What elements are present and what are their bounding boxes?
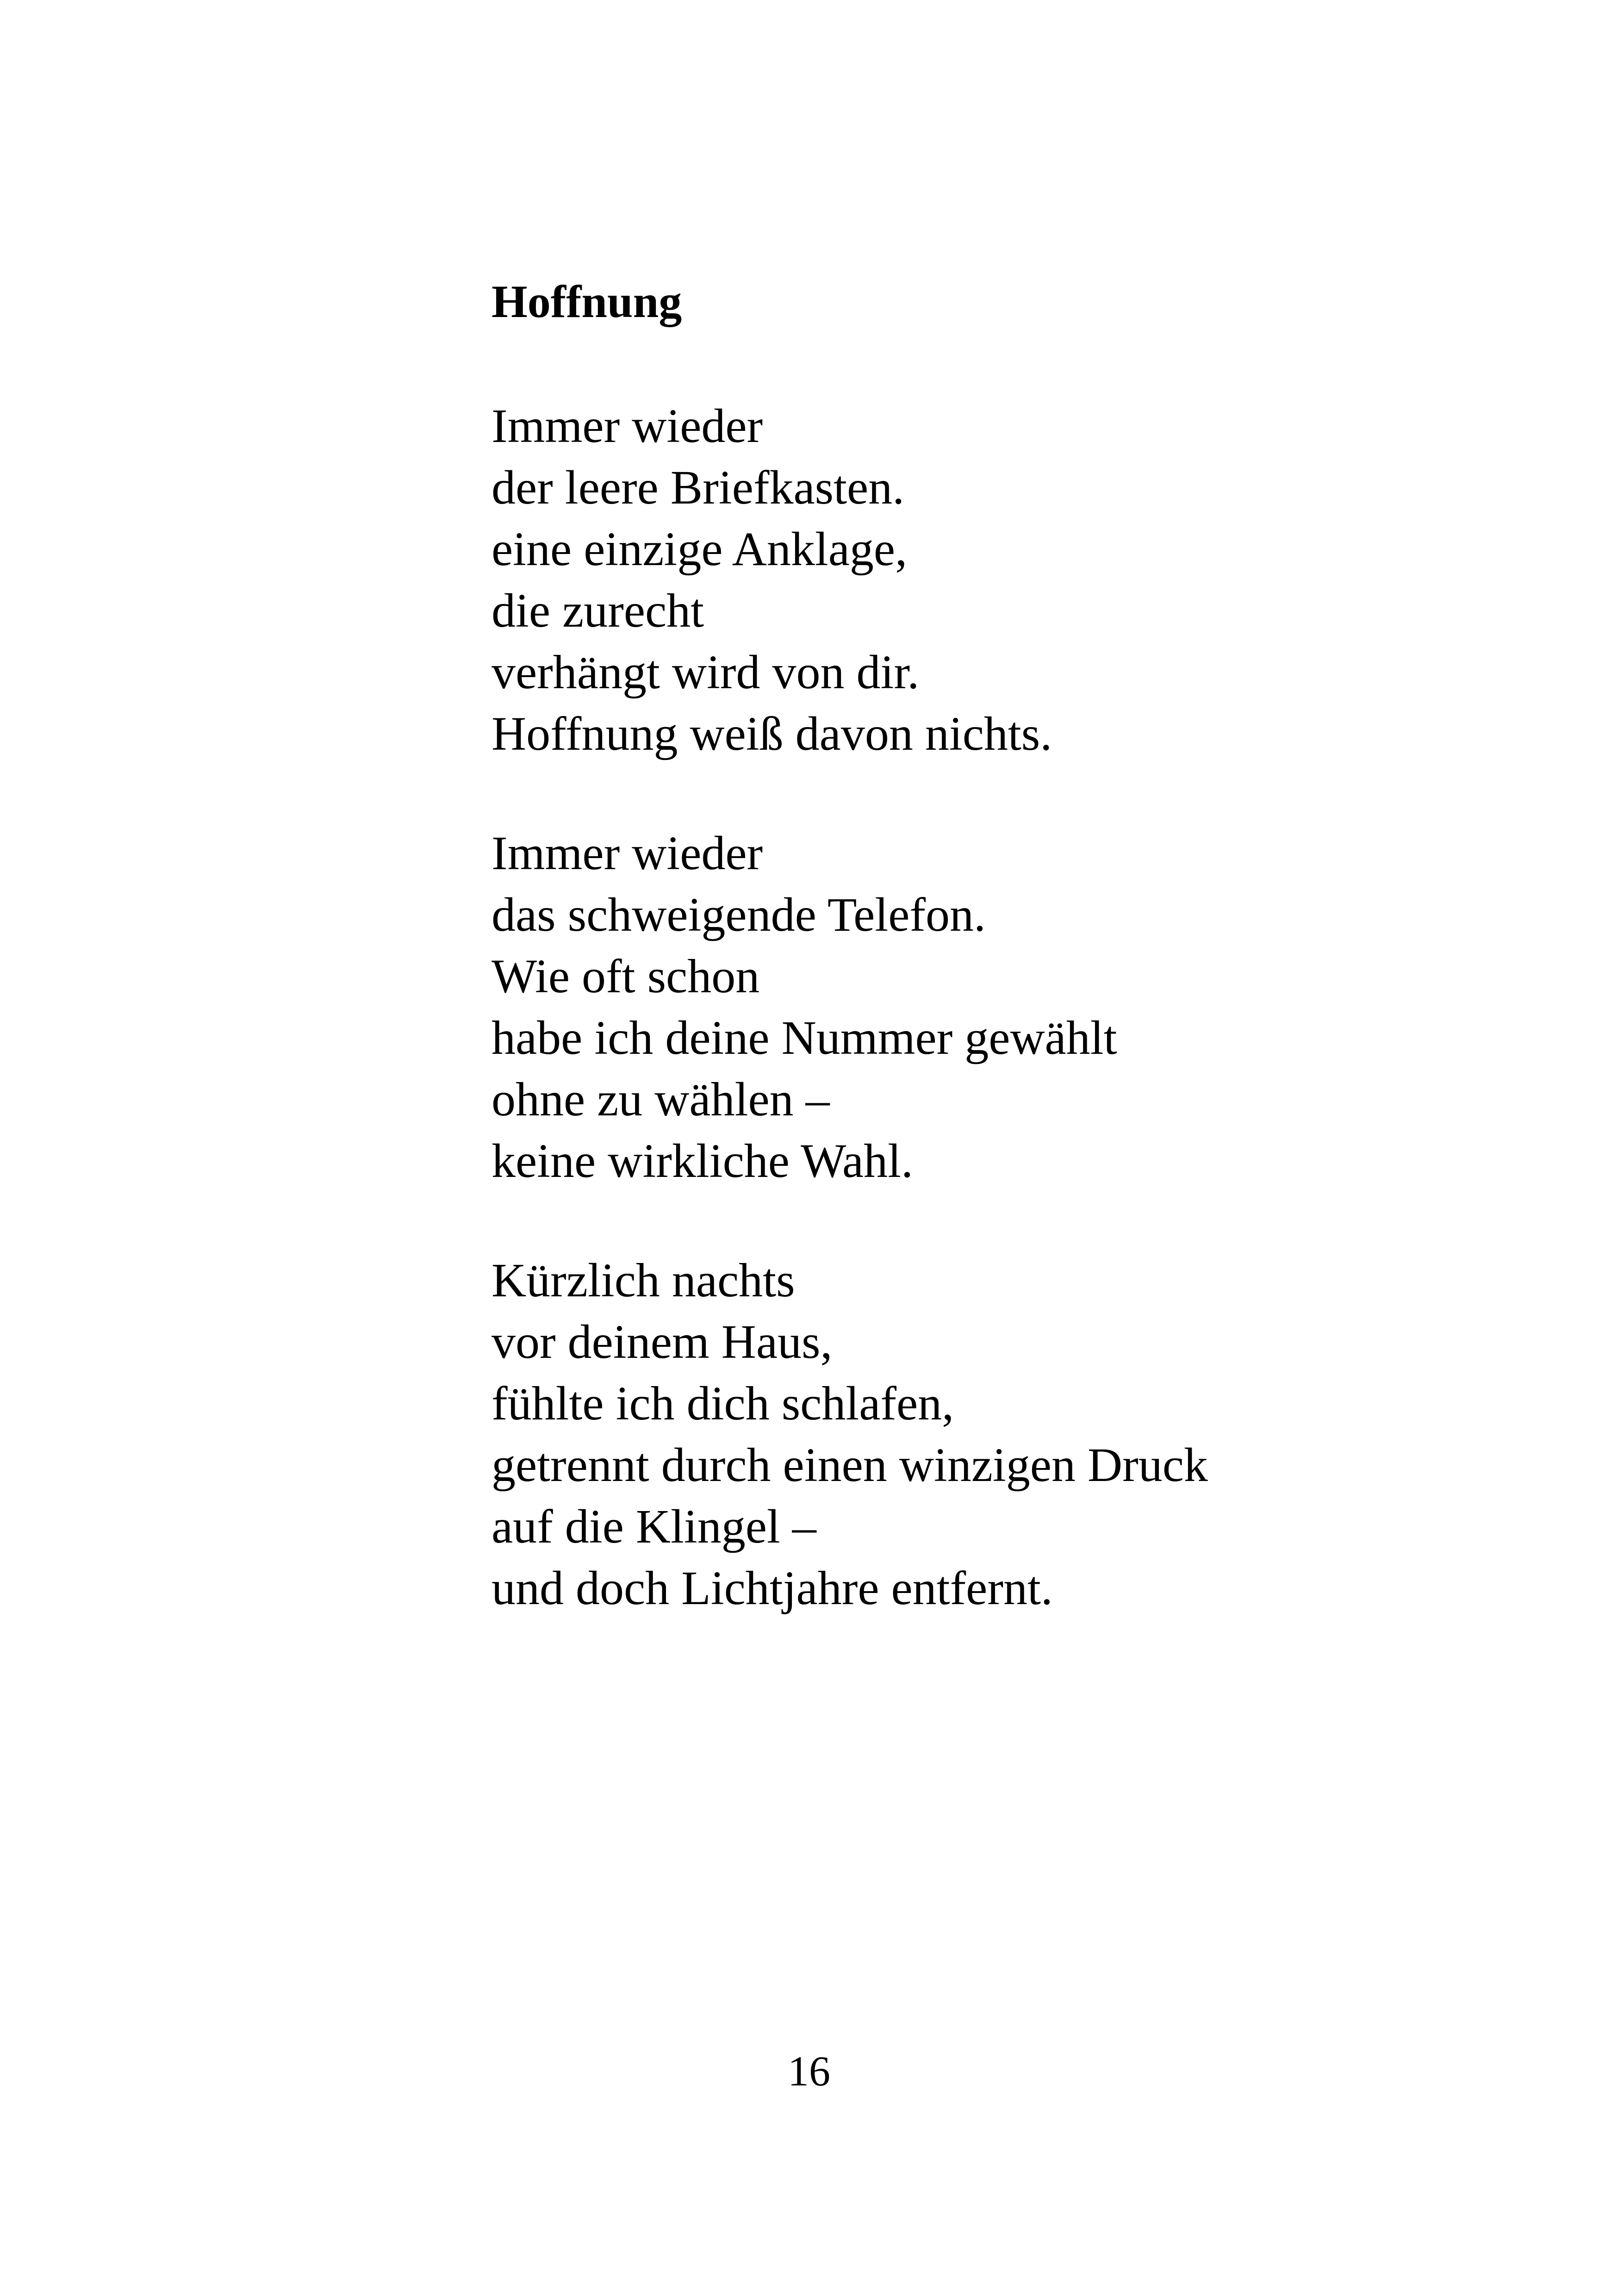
poem-line: ohne zu wählen – — [492, 1073, 830, 1126]
poem-line: habe ich deine Nummer gewählt — [492, 1011, 1117, 1064]
poem-line: das schweigende Telefon. — [492, 888, 986, 941]
poem-line: Wie oft schon — [492, 950, 760, 1003]
stanza-1 — [492, 395, 1510, 765]
poem-line: keine wirkliche Wahl. — [492, 1134, 913, 1188]
poem-line: der leere Briefkasten. — [492, 461, 905, 514]
stanza-3 — [492, 1250, 1510, 1619]
poem-line: Immer wieder — [492, 827, 763, 880]
poem-line: getrennt durch einen winzigen Druck — [492, 1438, 1208, 1492]
poem-title: Hoffnung — [492, 276, 682, 327]
poem-line: und doch Lichtjahre entfernt. — [492, 1562, 1053, 1615]
poem-line: Kürzlich nachts — [492, 1254, 795, 1307]
poem-line: eine einzige Anklage, — [492, 523, 908, 576]
poem-line: fühlte ich dich schlafen, — [492, 1377, 954, 1430]
stanza-2 — [492, 822, 1510, 1192]
poem — [492, 273, 1510, 1677]
poem-line: verhängt wird von dir. — [492, 646, 920, 699]
poem-line: Immer wieder — [492, 399, 763, 453]
poem-line: Hoffnung weiß davon nichts. — [492, 707, 1052, 760]
poem-line: die zurecht — [492, 584, 704, 637]
page-number: 16 — [788, 2047, 830, 2095]
poem-line: auf die Klingel – — [492, 1500, 816, 1553]
poem-line: vor deinem Haus, — [492, 1315, 833, 1369]
